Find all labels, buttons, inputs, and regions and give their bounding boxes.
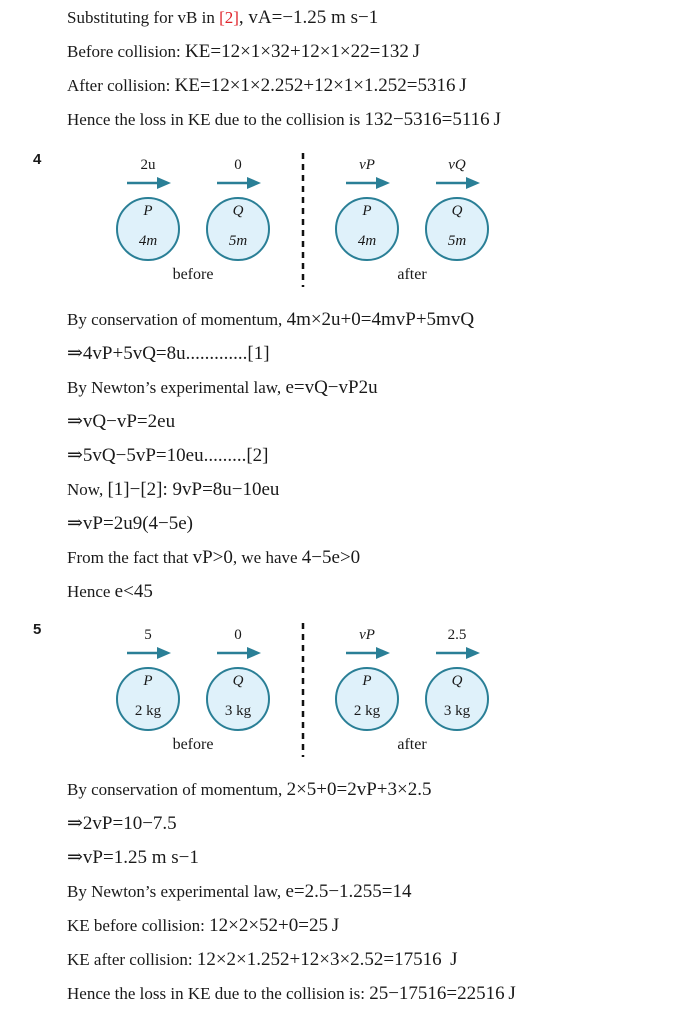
ball-name: Q: [451, 203, 463, 219]
ball-name: Q: [232, 673, 244, 689]
text-line: [67, 41, 420, 63]
solution-line: [67, 411, 175, 433]
equation-reference-link[interactable]: [2]: [219, 8, 239, 27]
line-math: 2×5+0=2vP+3×2.5: [286, 779, 432, 800]
solution-line: [67, 445, 268, 467]
line-math: ⇒4vP+5vQ=8u.............[1]: [67, 343, 270, 364]
solution-line: [67, 779, 431, 801]
velocity-label: vP: [359, 627, 375, 643]
velocity-label: 0: [234, 157, 242, 173]
solution-line: [67, 377, 378, 399]
after-label: after: [397, 266, 427, 283]
solution-line: [67, 881, 412, 903]
line-math: 12×2×52+0=25 J: [209, 915, 340, 936]
arrow-head-icon: [247, 647, 261, 659]
velocity-label: vP: [359, 157, 375, 173]
line-math: ⇒vP=2u9(4−5e): [67, 513, 194, 534]
line-math: KE=12×1×32+12×1×22=132 J: [185, 41, 421, 62]
line-text: Now,: [67, 480, 108, 499]
line-text: By conservation of momentum,: [67, 780, 287, 799]
line-text: KE after collision:: [67, 950, 197, 969]
line-math: ⇒vQ−vP=2eu: [67, 411, 176, 432]
line-text: By Newton’s experimental law,: [67, 378, 286, 397]
text-line: [67, 109, 501, 131]
question-number: 4: [33, 151, 42, 168]
line-text: Hence: [67, 582, 115, 601]
line-text: After collision:: [67, 76, 175, 95]
ball-name: P: [362, 673, 372, 689]
arrow-head-icon: [247, 177, 261, 189]
line-text: Hence the loss in KE due to the collision is: [67, 110, 365, 129]
arrow-head-icon: [466, 647, 480, 659]
line-math: e=vQ−vP2u: [285, 377, 378, 398]
line-math: 4−5e>0: [301, 547, 361, 568]
line-text: Before collision:: [67, 42, 186, 61]
ball-mass: 5m: [447, 233, 467, 249]
line-math: , vA=−1.25 m s−1: [238, 7, 379, 28]
solution-line: [67, 343, 270, 365]
arrow-head-icon: [376, 177, 390, 189]
line-text: By conservation of momentum,: [67, 310, 287, 329]
solution-line: [67, 915, 339, 937]
line-math: [1]−[2]: 9vP=8u−10eu: [107, 479, 280, 500]
solution-line: [67, 813, 177, 835]
line-text: From the fact that: [67, 548, 193, 567]
solution-line: [67, 309, 474, 331]
velocity-label: 5: [144, 627, 152, 643]
ball-mass: 5m: [228, 233, 248, 249]
ball-mass: 3 kg: [443, 703, 471, 719]
before-label: before: [172, 266, 214, 283]
arrow-head-icon: [157, 647, 171, 659]
solution-line: [67, 949, 458, 971]
line-text: By Newton’s experimental law,: [67, 882, 286, 901]
line-text: KE before collision:: [67, 916, 210, 935]
velocity-label: 2u: [140, 157, 156, 173]
arrow-head-icon: [157, 177, 171, 189]
ball-mass: 2 kg: [353, 703, 381, 719]
line-text: , we have: [232, 548, 302, 567]
solution-line: [67, 479, 279, 501]
velocity-label: 2.5: [447, 627, 467, 643]
arrow-head-icon: [376, 647, 390, 659]
ball-mass: 3 kg: [224, 703, 252, 719]
line-math: e<45: [114, 581, 153, 602]
line-text: Hence the loss in KE due to the collision is:: [67, 984, 370, 1003]
ball-mass: 2 kg: [134, 703, 162, 719]
collision-diagram-q4: [0, 145, 674, 295]
line-math: 25−17516=22516 J: [369, 983, 516, 1004]
line-math: KE=12×1×2.252+12×1×1.252=5316 J: [174, 75, 467, 96]
ball-name: P: [143, 673, 153, 689]
solution-line: [67, 581, 153, 603]
before-label: before: [172, 736, 214, 753]
solution-line: [67, 513, 193, 535]
line-math: 12×2×1.252+12×3×2.52=17516 J: [196, 949, 458, 970]
solution-line: [67, 547, 360, 569]
arrow-head-icon: [466, 177, 480, 189]
line-math: e=2.5−1.255=14: [285, 881, 412, 902]
ball-name: Q: [232, 203, 244, 219]
solution-line: [67, 983, 516, 1005]
line-math: vP>0: [192, 547, 233, 568]
line-math: ⇒2vP=10−7.5: [67, 813, 177, 834]
question-number: 5: [33, 621, 42, 638]
velocity-label: vQ: [448, 157, 466, 173]
ball-name: P: [362, 203, 372, 219]
line-math: ⇒vP=1.25 m s−1: [67, 847, 199, 868]
text-line: [67, 75, 467, 97]
ball-mass: 4m: [357, 233, 377, 249]
line-text: Substituting for vB in: [67, 8, 220, 27]
line-math: ⇒5vQ−5vP=10eu.........[2]: [67, 445, 269, 466]
line-math: 132−5316=5116 J: [364, 109, 501, 130]
ball-name: P: [143, 203, 153, 219]
collision-diagram-q5: [0, 615, 674, 765]
after-label: after: [397, 736, 427, 753]
text-line: [67, 7, 378, 29]
velocity-label: 0: [234, 627, 242, 643]
ball-mass: 4m: [138, 233, 158, 249]
ball-name: Q: [451, 673, 463, 689]
solution-line: [67, 847, 199, 869]
line-math: 4m×2u+0=4mvP+5mvQ: [286, 309, 475, 330]
